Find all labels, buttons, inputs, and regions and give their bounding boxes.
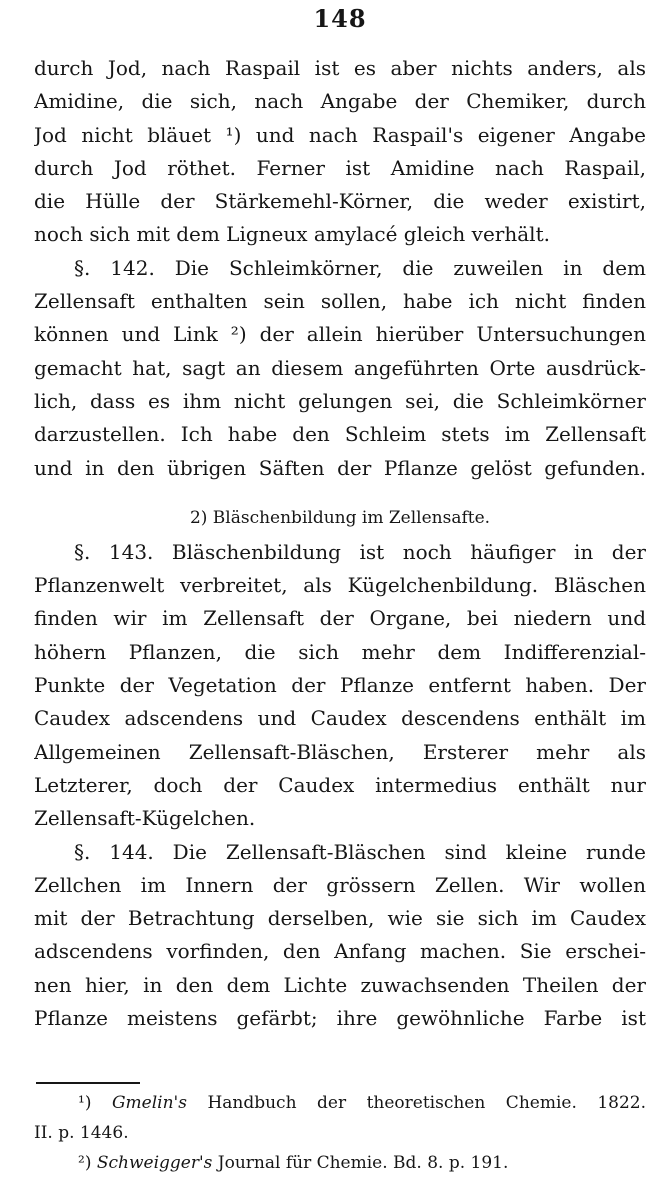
text-line: gemacht hat, sagt an diesem angeführten Orte ausdrück- bbox=[34, 355, 646, 380]
text-line: lich, dass es ihm nicht gelungen sei, die Schleimkörner bbox=[34, 388, 646, 413]
book-page bbox=[34, 0, 646, 1200]
paragraph-section-142 bbox=[34, 252, 646, 485]
footnote-2 bbox=[34, 1148, 646, 1178]
text-line: §. 143. Bläschenbildung ist noch häufiger in der bbox=[74, 539, 646, 564]
paragraph-section-144 bbox=[34, 836, 646, 1036]
footnote-marker: ²) bbox=[78, 1153, 92, 1173]
page-number: 148 bbox=[313, 4, 367, 33]
footnote-author: Gmelin's bbox=[111, 1093, 187, 1113]
footnotes bbox=[34, 1088, 646, 1178]
text-line: finden wir im Zellensaft der Organe, bei niedern und bbox=[34, 606, 646, 631]
text-line: noch sich mit dem Ligneux amylacé gleich verhält. bbox=[34, 222, 550, 247]
text-line: Zellchen im Innern der grössern Zellen. Wir wollen bbox=[34, 872, 646, 897]
paragraph-section-143 bbox=[34, 536, 646, 836]
text-line: durch Jod röthet. Ferner ist Amidine nach Raspail, bbox=[34, 155, 646, 180]
section-heading: 2) Bläschenbildung im Zellensafte. bbox=[189, 507, 491, 528]
text-line: die Hülle der Stärkemehl-Körner, die weder existirt, bbox=[34, 189, 646, 214]
footnote-text: Handbuch der theoretischen Chemie. 1822. bbox=[207, 1093, 646, 1113]
text-line: §. 144. Die Zellensaft-Bläschen sind kleine runde bbox=[74, 839, 646, 864]
text-line: und in den übrigen Säften der Pflanze gelöst gefunden. bbox=[34, 455, 646, 480]
text-line: Amidine, die sich, nach Angabe der Chemiker, durch bbox=[34, 89, 646, 114]
text-line: mit der Betrachtung derselben, wie sie sich im Caudex bbox=[34, 906, 646, 931]
text-line: §. 142. Die Schleimkörner, die zuweilen in dem bbox=[74, 255, 646, 280]
footnote-1 bbox=[34, 1088, 646, 1118]
footnote-author: Schweigger's bbox=[96, 1153, 213, 1173]
text-line: durch Jod, nach Raspail ist es aber nichts anders, als bbox=[34, 56, 646, 80]
text-line: Pflanze meistens gefärbt; ihre gewöhnliche Farbe ist bbox=[34, 1006, 646, 1031]
text-line: können und Link ²) der allein hierüber Untersuchungen bbox=[34, 322, 646, 347]
footnote-1-continuation: II. p. 1446. bbox=[34, 1123, 129, 1143]
footnote-marker: ¹) bbox=[78, 1093, 92, 1113]
text-line: höhern Pflanzen, die sich mehr dem Indifferenzial- bbox=[34, 639, 646, 664]
text-line: darzustellen. Ich habe den Schleim stets im Zellensaft bbox=[34, 422, 646, 447]
paragraph-continuation bbox=[34, 52, 646, 252]
body-text bbox=[34, 52, 646, 1035]
footnote-text: Journal für Chemie. Bd. 8. p. 191. bbox=[217, 1153, 509, 1173]
text-line: nen hier, in den dem Lichte zuwachsenden Theilen der bbox=[34, 972, 646, 997]
footnote-divider bbox=[36, 1082, 140, 1084]
text-line: Punkte der Vegetation der Pflanze entfernt haben. Der bbox=[34, 673, 646, 698]
text-line: Jod nicht bläuet ¹) und nach Raspail's eigener Angabe bbox=[34, 122, 646, 147]
text-line: adscendens vorfinden, den Anfang machen. Sie erschei- bbox=[34, 939, 646, 964]
text-line: Pflanzenwelt verbreitet, als Kügelchenbildung. Bläschen bbox=[34, 573, 646, 598]
text-line: Caudex adscendens und Caudex descendens enthält im bbox=[34, 706, 646, 731]
text-line: Zellensaft enthalten sein sollen, habe ich nicht finden bbox=[34, 289, 646, 314]
text-line: Zellensaft-Kügelchen. bbox=[34, 806, 256, 831]
text-line: Allgemeinen Zellensaft-Bläschen, Ersterer mehr als bbox=[34, 739, 646, 764]
text-line: Letzterer, doch der Caudex intermedius enthält nur bbox=[34, 772, 646, 797]
